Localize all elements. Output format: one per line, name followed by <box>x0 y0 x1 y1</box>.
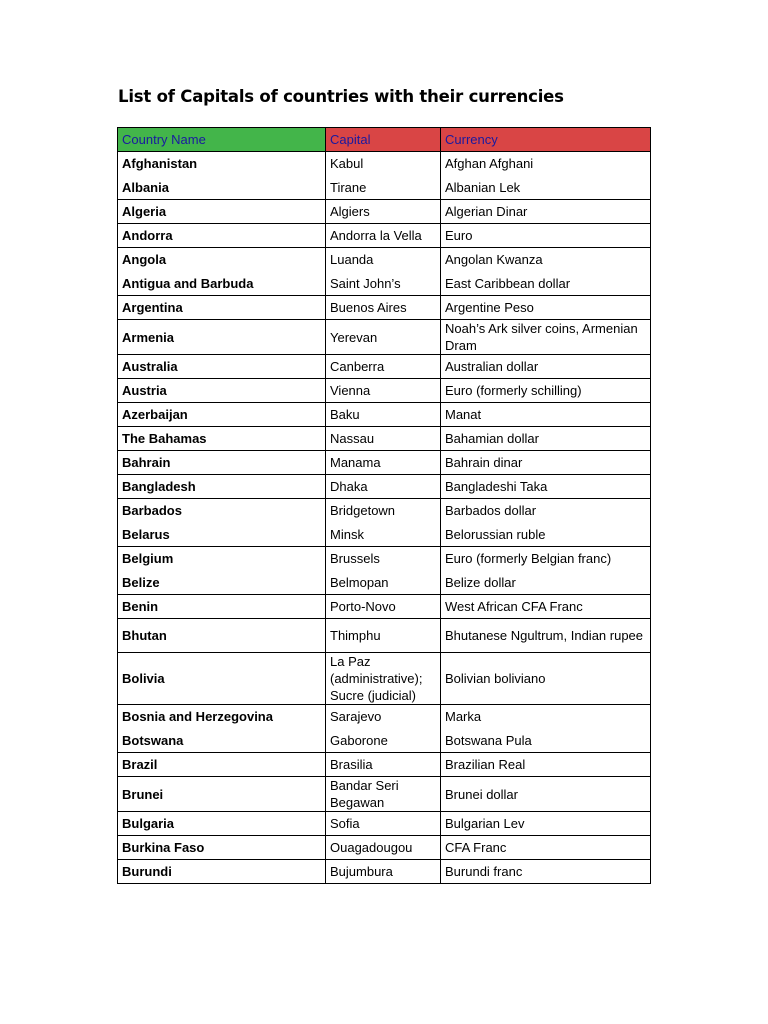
table-row <box>118 653 651 705</box>
table-header-row <box>118 128 651 152</box>
country-cell: Bosnia and Herzegovina <box>118 705 326 729</box>
country-cell: Belgium <box>118 547 326 571</box>
country-cell: Algeria <box>118 200 326 224</box>
capital-cell: Saint John’s <box>326 272 441 296</box>
capital-cell: Belmopan <box>326 571 441 595</box>
currency-cell: Euro (formerly schilling) <box>441 379 651 403</box>
capital-cell: Yerevan <box>326 320 441 355</box>
currency-cell: Bolivian boliviano <box>441 653 651 705</box>
capital-cell: Baku <box>326 403 441 427</box>
column-header-country: Country Name <box>118 128 326 152</box>
table-row <box>118 272 651 296</box>
currency-cell: Burundi franc <box>441 860 651 884</box>
currency-cell: West African CFA Franc <box>441 595 651 619</box>
table-row <box>118 571 651 595</box>
currency-cell: Euro <box>441 224 651 248</box>
country-cell: Australia <box>118 355 326 379</box>
country-cell: Bulgaria <box>118 812 326 836</box>
currency-cell: Australian dollar <box>441 355 651 379</box>
country-cell: Benin <box>118 595 326 619</box>
capital-cell: Sofia <box>326 812 441 836</box>
table-row <box>118 320 651 355</box>
column-header-currency: Currency <box>441 128 651 152</box>
table-row <box>118 777 651 812</box>
capital-cell: Gaborone <box>326 729 441 753</box>
country-cell: Brunei <box>118 777 326 812</box>
capital-cell: Kabul <box>326 152 441 176</box>
currency-cell: Algerian Dinar <box>441 200 651 224</box>
currency-cell: East Caribbean dollar <box>441 272 651 296</box>
country-cell: Burundi <box>118 860 326 884</box>
country-cell: Afghanistan <box>118 152 326 176</box>
capital-cell: Bridgetown <box>326 499 441 523</box>
country-cell: Andorra <box>118 224 326 248</box>
country-cell: Albania <box>118 176 326 200</box>
currency-cell: Euro (formerly Belgian franc) <box>441 547 651 571</box>
currency-cell: Belorussian ruble <box>441 523 651 547</box>
table-row <box>118 753 651 777</box>
currency-cell: Manat <box>441 403 651 427</box>
capital-cell: Bandar Seri Begawan <box>326 777 441 812</box>
table-row <box>118 427 651 451</box>
table-row <box>118 224 651 248</box>
capital-cell: Algiers <box>326 200 441 224</box>
currency-cell: Angolan Kwanza <box>441 248 651 272</box>
country-cell: Angola <box>118 248 326 272</box>
table-row <box>118 296 651 320</box>
table-row <box>118 152 651 176</box>
table-row <box>118 523 651 547</box>
currency-cell: Bahrain dinar <box>441 451 651 475</box>
currency-cell: Brazilian Real <box>441 753 651 777</box>
country-cell: Botswana <box>118 729 326 753</box>
country-cell: Argentina <box>118 296 326 320</box>
country-cell: Barbados <box>118 499 326 523</box>
currency-cell: CFA Franc <box>441 836 651 860</box>
page-title: List of Capitals of countries with their currencies <box>118 87 564 106</box>
table-row <box>118 595 651 619</box>
country-cell: Bahrain <box>118 451 326 475</box>
table-row <box>118 705 651 729</box>
country-cell: Bolivia <box>118 653 326 705</box>
table-row <box>118 860 651 884</box>
capital-cell: Sarajevo <box>326 705 441 729</box>
country-cell: Belize <box>118 571 326 595</box>
column-header-capital: Capital <box>326 128 441 152</box>
capital-cell: La Paz (administrative); Sucre (judicial) <box>326 653 441 705</box>
capital-cell: Thimphu <box>326 619 441 653</box>
currency-cell: Bhutanese Ngultrum, Indian rupee <box>441 619 651 653</box>
capital-cell: Dhaka <box>326 475 441 499</box>
capital-cell: Minsk <box>326 523 441 547</box>
country-cell: Bhutan <box>118 619 326 653</box>
table-row <box>118 248 651 272</box>
country-cell: Azerbaijan <box>118 403 326 427</box>
capital-cell: Vienna <box>326 379 441 403</box>
country-cell: Belarus <box>118 523 326 547</box>
table-row <box>118 836 651 860</box>
currency-cell: Botswana Pula <box>441 729 651 753</box>
country-cell: Antigua and Barbuda <box>118 272 326 296</box>
capital-cell: Canberra <box>326 355 441 379</box>
country-cell: Armenia <box>118 320 326 355</box>
currency-cell: Barbados dollar <box>441 499 651 523</box>
country-cell: The Bahamas <box>118 427 326 451</box>
table-row <box>118 547 651 571</box>
capital-cell: Nassau <box>326 427 441 451</box>
table-row <box>118 176 651 200</box>
table-row <box>118 379 651 403</box>
currency-cell: Brunei dollar <box>441 777 651 812</box>
capital-cell: Luanda <box>326 248 441 272</box>
currency-cell: Afghan Afghani <box>441 152 651 176</box>
table-row <box>118 451 651 475</box>
currency-cell: Bulgarian Lev <box>441 812 651 836</box>
capital-cell: Ouagadougou <box>326 836 441 860</box>
capitals-table <box>117 127 651 884</box>
table-row <box>118 475 651 499</box>
table-row <box>118 812 651 836</box>
country-cell: Burkina Faso <box>118 836 326 860</box>
country-cell: Bangladesh <box>118 475 326 499</box>
currency-cell: Albanian Lek <box>441 176 651 200</box>
capital-cell: Porto-Novo <box>326 595 441 619</box>
currency-cell: Noah’s Ark silver coins, Armenian Dram <box>441 320 651 355</box>
currency-cell: Bahamian dollar <box>441 427 651 451</box>
table-row <box>118 200 651 224</box>
currency-cell: Bangladeshi Taka <box>441 475 651 499</box>
table-row <box>118 729 651 753</box>
capital-cell: Bujumbura <box>326 860 441 884</box>
table-row <box>118 499 651 523</box>
table-row <box>118 619 651 653</box>
capital-cell: Buenos Aires <box>326 296 441 320</box>
capital-cell: Manama <box>326 451 441 475</box>
currency-cell: Belize dollar <box>441 571 651 595</box>
capital-cell: Tirane <box>326 176 441 200</box>
table-row <box>118 355 651 379</box>
currency-cell: Argentine Peso <box>441 296 651 320</box>
currency-cell: Marka <box>441 705 651 729</box>
country-cell: Brazil <box>118 753 326 777</box>
table-row <box>118 403 651 427</box>
capital-cell: Andorra la Vella <box>326 224 441 248</box>
capital-cell: Brussels <box>326 547 441 571</box>
country-cell: Austria <box>118 379 326 403</box>
capital-cell: Brasilia <box>326 753 441 777</box>
